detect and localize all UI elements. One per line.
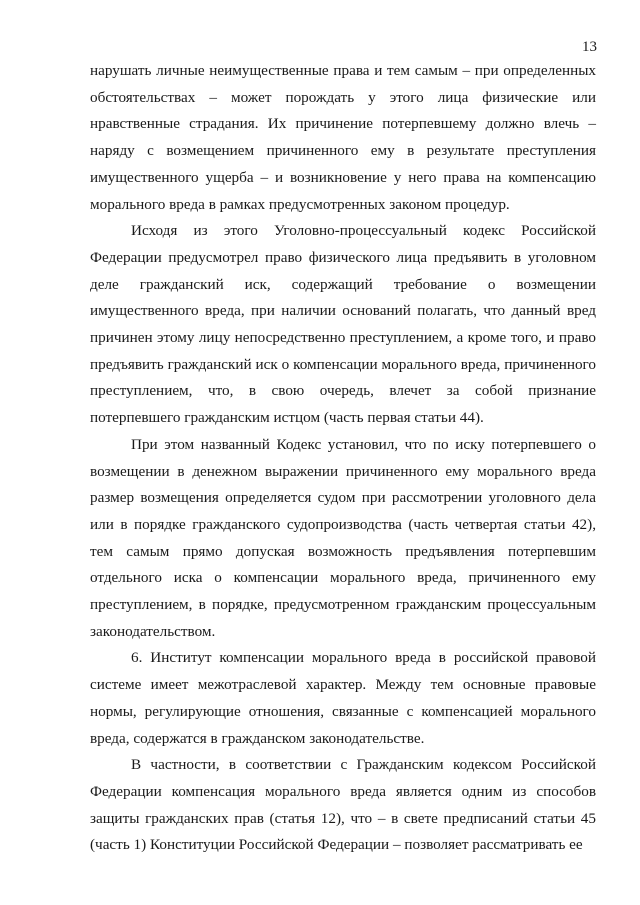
paragraph-compensation-size: При этом названный Кодекс установил, что по иску потерпевшего о возмещении в денежном выражении причиненного ему морального вреда размер возмещения определяется судом при рассмотрении уголовного дела или в порядке гражданского судопроизводства (часть четвертая статьи 42), тем самым прямо допуская возможность предъявления потерпевшим отдельного иска о компенсации морального вреда, причиненного ему преступлением, в порядке, предусмотренном гражданским процессуальным законодательством. [90,435,596,640]
paragraph-section-6: 6. Институт компенсации морального вреда в российской правовой системе имеет межотраслевой характер. Между тем основные правовые нормы, регулирующие отношения, связанные с компенсацией морального вреда, содержатся в гражданском законодательстве. [90,649,596,747]
page-number: 13 [582,39,597,55]
paragraph-continuation: нарушать личные неимущественные права и тем самым – при определенных обстоятельствах – может порождать у этого лица физические или нравственные страдания. Их причинение потерпевшему должно влечь – наряду с возмещением причиненного ему в результате преступления имущественного ущерба – и возникновение у него права на компенсацию морального вреда в рамках предусмотренных законом процедур. [90,62,596,213]
document-body [90,58,596,859]
paragraph-civil-code: В частности, в соответствии с Гражданским кодексом Российской Федерации компенсация морального вреда является одним из способов защиты гражданских прав (статья 12), что – в свете предписаний статьи 45 (часть 1) Конституции Российской Федерации – позволяет рассматривать ее [90,756,596,854]
paragraph-code-provision: Исходя из этого Уголовно-процессуальный кодекс Российской Федерации предусмотрел право физического лица предъявить в уголовном деле гражданский иск, содержащий требование о возмещении имущественного вреда, при наличии оснований полагать, что данный вред причинен этому лицу непосредственно преступлением, а кроме того, и право предъявить гражданский иск о компенсации морального вреда, причиненного преступлением, что, в свою очередь, влечет за собой признание потерпевшего гражданским истцом (часть первая статьи 44). [90,222,596,427]
